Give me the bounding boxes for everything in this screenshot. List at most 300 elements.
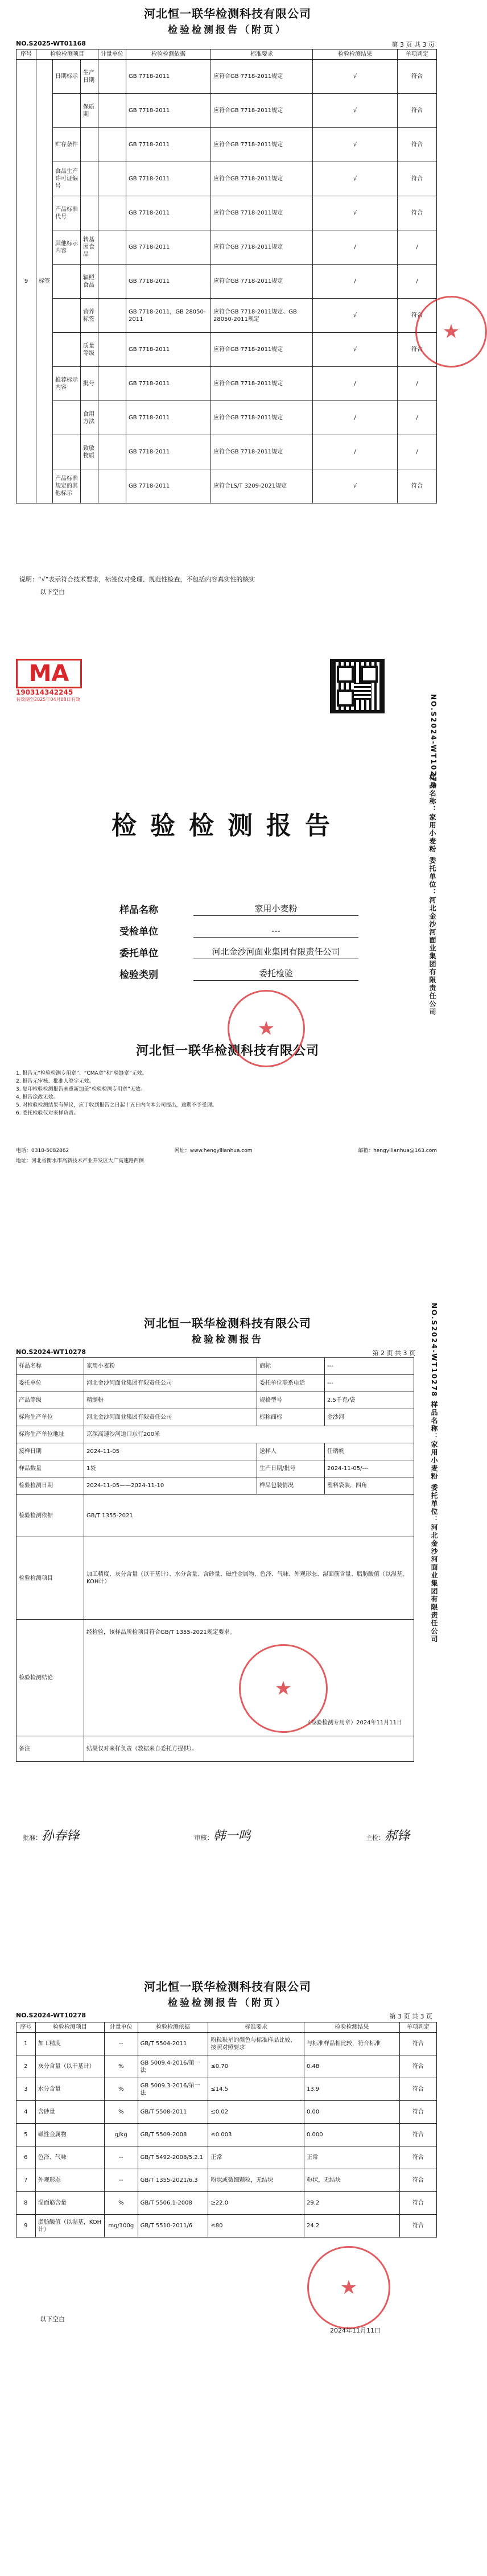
judgement: 符合	[399, 2124, 436, 2146]
item-sub: 辐照食品	[81, 265, 98, 299]
requirement: ≤80	[208, 2215, 304, 2238]
requirement: 应符合GB 7718-2011规定	[211, 401, 313, 435]
label-inspection-table	[16, 49, 437, 503]
contact-line	[16, 1146, 437, 1154]
blank-below: 以下空白	[40, 588, 65, 596]
report-title: 检验检测报告（附页）	[168, 1997, 287, 2009]
judgement: 符合	[399, 2192, 436, 2215]
cma-validity: 有效期至2025年04月08日有效	[16, 697, 80, 702]
seal-date: （检验检测专用章）2024年11月11日	[305, 1720, 402, 1726]
unit: %	[104, 2101, 138, 2124]
report-number: NO.S2024-WT10278	[16, 2012, 86, 2019]
table-row	[16, 1477, 414, 1495]
row-index: 6	[16, 2146, 36, 2169]
company-name: 河北恒一联华检测科技有限公司	[144, 7, 311, 20]
basis: GB/T 5510-2011/6	[138, 2215, 208, 2238]
item-sub: 保质期	[81, 94, 98, 128]
report-seal	[239, 1644, 328, 1733]
cover-field-label: 委托单位	[119, 948, 158, 959]
item-group	[53, 401, 81, 435]
result: /	[313, 401, 398, 435]
approver-signature: 孙春锋	[42, 1829, 80, 1843]
remark-value: 结果仅对来样负责（数据来自委托方提供）。	[84, 1736, 414, 1762]
info-value: 金沙河	[324, 1409, 414, 1426]
page-info: 第 3 页 共 3 页	[391, 41, 435, 48]
item-group	[53, 333, 81, 367]
requirement: 应符合LS/T 3209-2021规定	[211, 469, 313, 503]
table-row	[16, 2078, 437, 2101]
unit	[98, 401, 126, 435]
table-row	[16, 94, 437, 128]
tester-label: 主检：	[365, 1834, 385, 1842]
header-basis: 检验检测依据	[138, 2022, 208, 2033]
table-row	[16, 2192, 437, 2215]
item: 外观形态	[35, 2169, 104, 2192]
basis: GB/T 5492-2008/5.2.1	[138, 2146, 208, 2169]
report-title: 检验检测报告	[192, 1334, 263, 1345]
judgement: 符合	[398, 299, 437, 333]
row-index: 1	[16, 2033, 36, 2055]
header-basis: 检验检测依据	[126, 49, 211, 60]
item-sub: 食用方法	[81, 401, 98, 435]
result: 0.00	[304, 2101, 399, 2124]
judgement: 符合	[399, 2146, 436, 2169]
unit	[98, 60, 126, 94]
info-label: 生产日期/批号	[257, 1460, 324, 1477]
cma-logo: MA 190314342245 有效期至2025年04月08日有效	[16, 659, 90, 703]
judgement: 符合	[399, 2101, 436, 2124]
judgement: 符合	[398, 333, 437, 367]
table-row	[16, 1736, 414, 1762]
info-label: 商标	[257, 1358, 324, 1375]
info-value: 河北金沙河面业集团有限责任公司	[84, 1375, 257, 1392]
result: 0.000	[304, 2124, 399, 2146]
table-row	[16, 1426, 414, 1443]
judgement: 符合	[398, 94, 437, 128]
header-item: 检验检测项目	[36, 49, 98, 60]
unit: --	[104, 2146, 138, 2169]
conclusion-value: 经检验，该样品所检项目符合GB/T 1355-2021规定要求。	[86, 1629, 236, 1636]
item-group: 产品标准规定的其他标示	[53, 469, 81, 503]
item-sub: 转基因食品	[81, 230, 98, 265]
item: 色泽、气味	[35, 2146, 104, 2169]
unit: g/kg	[104, 2124, 138, 2146]
item-sub: 质量等级	[81, 333, 98, 367]
basis: GB 7718-2011	[126, 128, 211, 162]
report-appendix-page	[0, 1939, 455, 2576]
item-group: 其他标示内容	[53, 230, 81, 265]
basis: GB 7718-2011	[126, 333, 211, 367]
header-unit: 计量单位	[98, 49, 126, 60]
table-row	[16, 2055, 437, 2078]
basis: GB/T 1355-2021/6.3	[138, 2169, 208, 2192]
info-value: 京深高速沙河道口东行200米	[84, 1426, 414, 1443]
requirement: ≤0.70	[208, 2055, 304, 2078]
table-row	[16, 2101, 437, 2124]
info-label: 标称生产单位地址	[16, 1426, 84, 1443]
row-index: 8	[16, 2192, 36, 2215]
basis: GB 7718-2011	[126, 162, 211, 196]
table-row	[16, 1375, 414, 1392]
table-row	[16, 60, 437, 94]
header-requirement: 标准要求	[208, 2022, 304, 2033]
cover-field-label: 检验类别	[119, 969, 158, 981]
judgement: /	[398, 230, 437, 265]
info-value: 精制粉	[84, 1392, 257, 1409]
result: √	[313, 333, 398, 367]
info-value: ---	[324, 1358, 414, 1375]
table-row	[16, 128, 437, 162]
unit	[98, 162, 126, 196]
vertical-side-text: 样品名称：家用小麦粉 委托单位：河北金沙河面业集团有限责任公司	[428, 774, 436, 1017]
table-row	[16, 2215, 437, 2238]
seal-star-icon: ★	[340, 2276, 358, 2299]
result: 与标准样品相比较，符合标准	[304, 2033, 399, 2055]
requirement: 应符合GB 7718-2011规定	[211, 128, 313, 162]
item-sub	[81, 128, 98, 162]
seal-star-icon: ★	[442, 320, 460, 343]
header-index: 序号	[16, 49, 36, 60]
judgement: 符合	[398, 162, 437, 196]
cover-field-row	[119, 942, 358, 959]
basis: GB 7718-2011	[126, 435, 211, 469]
requirement: 应符合GB 7718-2011规定	[211, 367, 313, 401]
judgement: 符合	[398, 469, 437, 503]
cover-company: 河北恒一联华检测科技有限公司	[135, 1043, 319, 1058]
table-row	[16, 196, 437, 230]
info-label: 检验检测日期	[16, 1477, 84, 1495]
table-row	[16, 1460, 414, 1477]
judgement: 符合	[399, 2169, 436, 2192]
table-row	[16, 1537, 414, 1620]
result: /	[313, 367, 398, 401]
header-result: 检验检测结果	[304, 2022, 399, 2033]
row-index: 5	[16, 2124, 36, 2146]
cover-field-row	[119, 920, 358, 938]
table-row	[16, 162, 437, 196]
item-group: 日期标示	[53, 60, 81, 94]
requirement: ≥22.0	[208, 2192, 304, 2215]
qr-code	[330, 659, 385, 713]
info-label: 送样人	[257, 1443, 324, 1460]
basis: GB 7718-2011，GB 28050-2011	[126, 299, 211, 333]
cover-title: 检验检测报告	[112, 811, 344, 840]
unit: --	[104, 2169, 138, 2192]
item-sub	[81, 469, 98, 503]
info-value: 任瑞帆	[324, 1443, 414, 1460]
result: 粉状，无结块	[304, 2169, 399, 2192]
report-title: 检验检测报告（附页）	[168, 24, 287, 36]
table-row	[16, 1358, 414, 1375]
requirement: 应符合GB 7718-2011规定	[211, 60, 313, 94]
table-row	[16, 299, 437, 333]
tester	[366, 1826, 410, 1844]
judgement: /	[398, 401, 437, 435]
header-index: 序号	[16, 2022, 36, 2033]
requirement: 应符合GB 7718-2011规定	[211, 162, 313, 196]
judgement: 符合	[398, 128, 437, 162]
table-row	[16, 2146, 437, 2169]
item-group: 食品生产许可证编号	[53, 162, 81, 196]
unit: %	[104, 2055, 138, 2078]
info-value: 2024-11-05	[84, 1443, 257, 1460]
judgement: /	[398, 367, 437, 401]
row-index: 9	[16, 60, 36, 503]
header-judgement: 单项判定	[399, 2022, 436, 2033]
inspection-seal	[415, 296, 487, 368]
reviewer-label: 审核：	[194, 1834, 213, 1842]
table-row	[16, 401, 437, 435]
info-value: 河北金沙河面业集团有限责任公司	[84, 1409, 257, 1426]
item-group	[53, 435, 81, 469]
cover-note-line: 6. 委托检验仅对来样负责。	[16, 1111, 79, 1116]
table-row	[16, 1620, 414, 1736]
table-row	[16, 1443, 414, 1460]
item: 磁性金属物	[35, 2124, 104, 2146]
basis: GB/T 5504-2011	[138, 2033, 208, 2055]
reviewer-signature: 韩一鸣	[213, 1829, 251, 1843]
info-label: 产品等级	[16, 1392, 84, 1409]
requirement: 应符合GB 7718-2011规定	[211, 230, 313, 265]
basis: GB/T 5508-2011	[138, 2101, 208, 2124]
basis-label: 检验检测依据	[16, 1495, 84, 1537]
vertical-side-text: NO.S2024-WT10278 样品名称：家用小麦粉 委托单位：河北金沙河面业集团有限责任公司	[430, 1303, 438, 1644]
basis: GB/T 5509-2008	[138, 2124, 208, 2146]
item: 湿面筋含量	[35, 2192, 104, 2215]
judgement: 符合	[398, 196, 437, 230]
item-sub	[81, 162, 98, 196]
table-row	[16, 2033, 437, 2055]
info-label: 标称商标	[257, 1409, 324, 1426]
items-label: 检验检测项目	[16, 1537, 84, 1620]
vertical-report-number: NO.S2024-WT10278	[430, 694, 438, 789]
info-label: 委托单位联系电话	[257, 1375, 324, 1392]
info-label: 委托单位	[16, 1375, 84, 1392]
info-label: 样品包装情况	[257, 1477, 324, 1495]
approver	[23, 1826, 79, 1844]
cover-notes	[16, 1070, 426, 1117]
contact-email: 邮箱：hengyilianhua@163.com	[358, 1148, 437, 1154]
seal-star-icon: ★	[274, 1677, 292, 1700]
basis-value: GB/T 1355-2021	[84, 1495, 414, 1537]
cover-seal	[228, 990, 305, 1067]
result: √	[313, 128, 398, 162]
row-index: 9	[16, 2215, 36, 2238]
cover-field-value: 河北金沙河面业集团有限责任公司	[193, 946, 358, 959]
requirement: 粉粒麸星的颜色与标准样品比较，按照对照要求	[208, 2033, 304, 2055]
row-index: 4	[16, 2101, 36, 2124]
judgement: /	[398, 435, 437, 469]
cover-field-row	[119, 964, 358, 981]
header-requirement: 标准要求	[211, 49, 313, 60]
requirement: 正常	[208, 2146, 304, 2169]
result: /	[313, 230, 398, 265]
table-row	[16, 435, 437, 469]
row-index: 7	[16, 2169, 36, 2192]
table-row	[16, 367, 437, 401]
judgement: 符合	[399, 2215, 436, 2238]
row-index: 3	[16, 2078, 36, 2101]
info-value: ---	[324, 1375, 414, 1392]
requirement: 粉状或微细颗粒，无结块	[208, 2169, 304, 2192]
unit	[98, 333, 126, 367]
table-row	[16, 2124, 437, 2146]
judgement: 符合	[399, 2055, 436, 2078]
conclusion-label: 检验检测结论	[16, 1620, 84, 1736]
table-row	[16, 469, 437, 503]
judgement: /	[398, 265, 437, 299]
info-label: 标称生产单位	[16, 1409, 84, 1426]
result: √	[313, 94, 398, 128]
report-number: NO.S2025-WT01168	[16, 40, 86, 47]
info-label: 接样日期	[16, 1443, 84, 1460]
result: /	[313, 435, 398, 469]
cover-field-value: 家用小麦粉	[193, 902, 358, 916]
unit	[98, 196, 126, 230]
table-header-row	[16, 49, 437, 60]
header-item: 检验检测项目	[35, 2022, 104, 2033]
item-group: 贮存条件	[53, 128, 81, 162]
table-row	[16, 2169, 437, 2192]
unit	[98, 128, 126, 162]
appendix-seal	[307, 2246, 390, 2329]
basis: GB 7718-2011	[126, 265, 211, 299]
table-row	[16, 1495, 414, 1537]
info-label: 样品名称	[16, 1358, 84, 1375]
basis: GB 7718-2011	[126, 469, 211, 503]
info-value: 2.5千克/袋	[324, 1392, 414, 1409]
requirement: 应符合GB 7718-2011规定、GB 28050-2011规定	[211, 299, 313, 333]
result: √	[313, 60, 398, 94]
contact-web: 网址：www.hengyilianhua.com	[174, 1148, 253, 1154]
page-info: 第 2 页 共 3 页	[372, 1349, 415, 1357]
category: 标签	[36, 60, 53, 503]
info-value: 2024-11-05/---	[324, 1460, 414, 1477]
requirement: 应符合GB 7718-2011规定	[211, 196, 313, 230]
item-sub	[81, 196, 98, 230]
result: 29.2	[304, 2192, 399, 2215]
table-header-row	[16, 2022, 437, 2033]
judgement: 符合	[399, 2078, 436, 2101]
report-cover-page	[0, 649, 455, 1280]
approver-label: 批准：	[23, 1834, 42, 1842]
item-group	[53, 299, 81, 333]
info-value: 1袋	[84, 1460, 257, 1477]
basis: GB 7718-2011	[126, 94, 211, 128]
cover-note-line: 5. 对检验检测结果有异议，应于收到报告之日起十五日内向本公司提出，逾期不予受理。	[16, 1103, 217, 1108]
table-row	[16, 265, 437, 299]
appendix-seal-date: 2024年11月11日	[330, 2327, 381, 2334]
table-row	[16, 333, 437, 367]
item-sub: 生产日期	[81, 60, 98, 94]
unit	[98, 435, 126, 469]
basis: GB 5009.3-2016/第一法	[138, 2078, 208, 2101]
seal-star-icon: ★	[257, 1017, 275, 1040]
table-row	[16, 1392, 414, 1409]
row-index: 2	[16, 2055, 36, 2078]
reviewer	[194, 1826, 250, 1844]
unit: mg/100g	[104, 2215, 138, 2238]
requirement: 应符合GB 7718-2011规定	[211, 265, 313, 299]
header-unit: 计量单位	[104, 2022, 138, 2033]
unit	[98, 230, 126, 265]
cover-field-value: ---	[193, 926, 358, 938]
table-row	[16, 1409, 414, 1426]
unit	[98, 94, 126, 128]
info-value: 家用小麦粉	[84, 1358, 257, 1375]
requirement: ≤0.02	[208, 2101, 304, 2124]
item-sub: 批号	[81, 367, 98, 401]
info-value: 塑料袋装，四角	[324, 1477, 414, 1495]
basis: GB 7718-2011	[126, 60, 211, 94]
sample-info-table	[16, 1357, 414, 1762]
basis: GB/T 5506.1-2008	[138, 2192, 208, 2215]
basis: GB 7718-2011	[126, 401, 211, 435]
label-note: 说明：“√”表示符合技术要求，标签仅对受理、规范性检查，不包括内容真实性的核实	[19, 576, 255, 583]
unit: %	[104, 2078, 138, 2101]
result: √	[313, 299, 398, 333]
item-sub: 营养标签	[81, 299, 98, 333]
blank-below: 以下空白	[40, 2315, 65, 2323]
info-label: 规格型号	[257, 1392, 324, 1409]
cover-field-value: 委托检验	[193, 967, 358, 981]
tester-signature: 郝锋	[384, 1829, 410, 1843]
item-group	[53, 94, 81, 128]
unit: %	[104, 2192, 138, 2215]
cover-note-line: 4. 报告涂改无效。	[16, 1095, 59, 1100]
result: √	[313, 196, 398, 230]
cover-field-label: 受检单位	[119, 926, 158, 938]
requirement: ≤0.003	[208, 2124, 304, 2146]
cover-note-line: 1. 报告无“检验检测专用章”、“CMA章”和“骑缝章”无效。	[16, 1071, 147, 1076]
item-group: 产品标准代号	[53, 196, 81, 230]
signature-row	[23, 1826, 410, 1844]
basis: GB 7718-2011	[126, 196, 211, 230]
items-value: 加工精度、灰分含量（以干基计）、水分含量、含砂量、磁性金属物、色泽、气味、外观形态、湿面筋含量、脂肪酸值（以湿基，KOH计）	[84, 1537, 414, 1620]
info-value: 2024-11-05——2024-11-10	[84, 1477, 257, 1495]
cover-fields	[119, 899, 358, 985]
result: √	[313, 162, 398, 196]
result: 0.48	[304, 2055, 399, 2078]
basis: GB 7718-2011	[126, 367, 211, 401]
item-group	[53, 265, 81, 299]
unit	[98, 299, 126, 333]
header-result: 检验检测结果	[313, 49, 398, 60]
cover-field-row	[119, 899, 358, 916]
item: 脂肪酸值（以湿基，KOH计）	[35, 2215, 104, 2238]
report-main-page	[0, 1291, 455, 1929]
item: 灰分含量（以干基计）	[35, 2055, 104, 2078]
report-number: NO.S2024-WT10278	[16, 1348, 86, 1356]
cover-note-line: 3. 复印检验检测报告未重新加盖“检验检测专用章”无效。	[16, 1087, 146, 1092]
result: 13.9	[304, 2078, 399, 2101]
report-page-appendix-1	[0, 0, 460, 637]
item: 水分含量	[35, 2078, 104, 2101]
requirement: 应符合GB 7718-2011规定	[211, 435, 313, 469]
result: 24.2	[304, 2215, 399, 2238]
requirement: 应符合GB 7718-2011规定	[211, 333, 313, 367]
contact-address: 地址：河北省衡水市高新技术产业开发区大广高速路西侧	[16, 1158, 145, 1164]
contact-phone: 电话：0318-5082862	[16, 1148, 69, 1154]
item: 加工精度	[35, 2033, 104, 2055]
item-group: 推荐标示内容	[53, 367, 81, 401]
page-info: 第 3 页 共 3 页	[389, 2013, 432, 2020]
company-name: 河北恒一联华检测科技有限公司	[144, 1316, 311, 1330]
judgement: 符合	[399, 2033, 436, 2055]
unit	[98, 367, 126, 401]
unit: --	[104, 2033, 138, 2055]
result: √	[313, 469, 398, 503]
